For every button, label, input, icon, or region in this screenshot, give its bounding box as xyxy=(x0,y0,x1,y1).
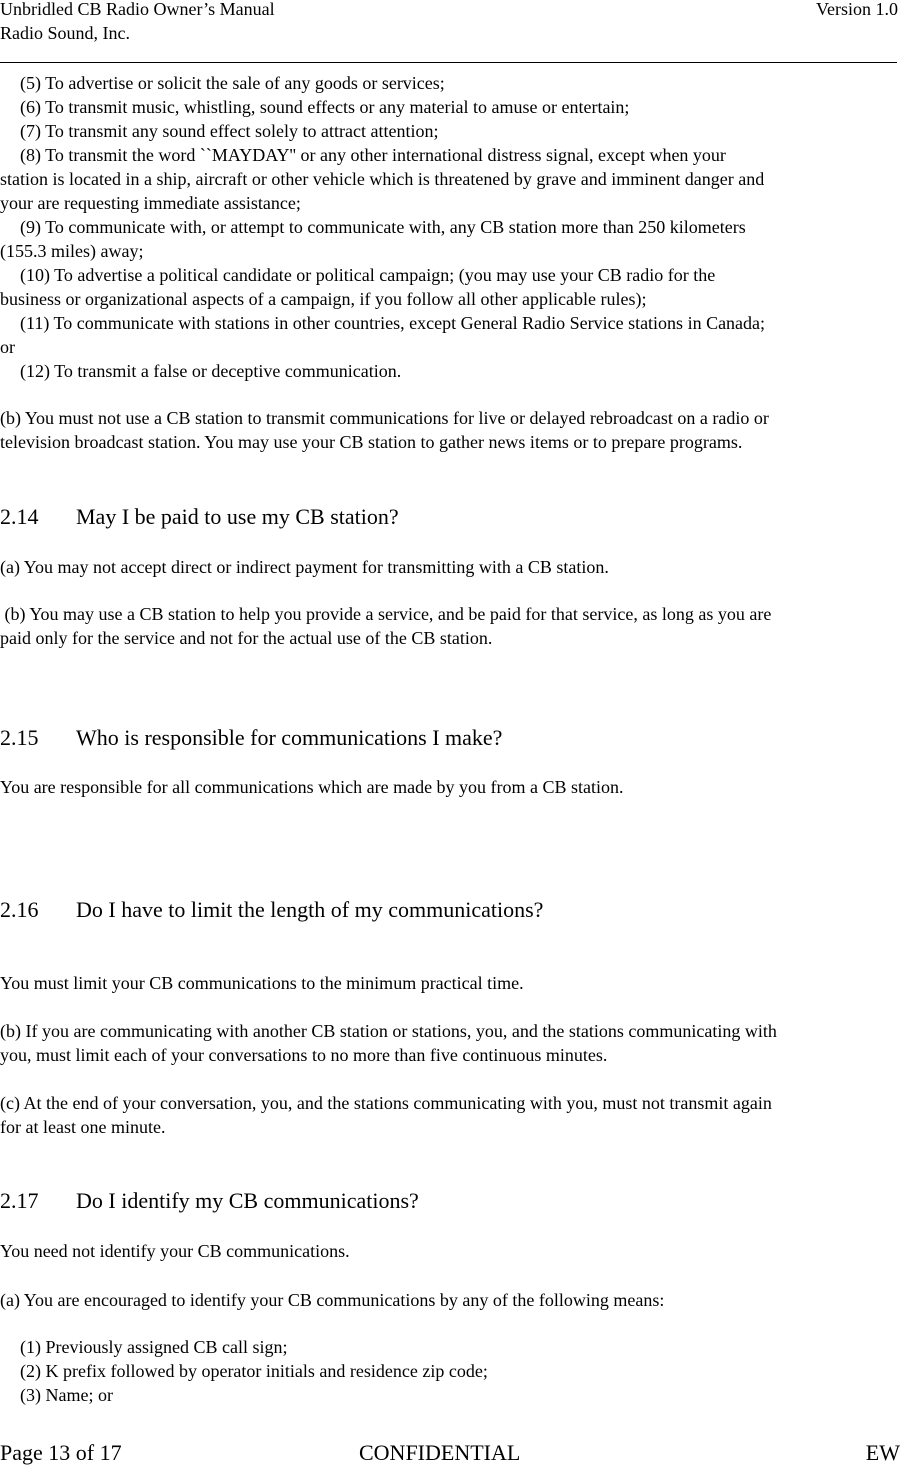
list-item: (2) K prefix followed by operator initials and residence zip code; xyxy=(20,1361,488,1381)
paragraph: You are responsible for all communications which are made by you from a CB station. xyxy=(0,777,624,797)
author-initials: EW xyxy=(865,1440,900,1465)
list-item: (9) To communicate with, or attempt to communicate with, any CB station more than 250 kilometers xyxy=(20,217,746,237)
header-divider xyxy=(0,62,897,63)
list-item: (6) To transmit music, whistling, sound effects or any material to amuse or entertain; xyxy=(20,97,630,117)
paragraph-line: you, must limit each of your conversations to no more than five continuous minutes. xyxy=(0,1045,608,1065)
section-number: 2.14 xyxy=(0,504,39,529)
list-item-continuation: business or organizational aspects of a campaign, if you follow all other applicable rules); xyxy=(0,289,647,309)
confidential-label: CONFIDENTIAL xyxy=(359,1440,521,1465)
paragraph: (a) You are encouraged to identify your CB communications by any of the following means: xyxy=(0,1290,665,1310)
section-heading-2-15 xyxy=(0,724,502,752)
list-item: (3) Name; or xyxy=(20,1385,113,1405)
list-item-continuation: your are requesting immediate assistance; xyxy=(0,193,301,213)
section-heading-2-16 xyxy=(0,896,543,924)
list-item: (7) To transmit any sound effect solely to attract attention; xyxy=(20,121,439,141)
paragraph: You need not identify your CB communications. xyxy=(0,1241,350,1261)
list-item-continuation: station is located in a ship, aircraft or other vehicle which is threatened by grave and imminent danger and xyxy=(0,169,765,189)
broadcast-paragraph-line: (b) You must not use a CB station to transmit communications for live or delayed rebroadcast on a radio or xyxy=(0,408,769,428)
paragraph-line: (c) At the end of your conversation, you, and the stations communicating with you, must not transmit again xyxy=(0,1093,772,1113)
list-item: (10) To advertise a political candidate or political campaign; (you may use your CB radio for the xyxy=(20,265,716,285)
paragraph-line: (b) You may use a CB station to help you provide a service, and be paid for that service, as long as you are xyxy=(0,604,772,624)
list-item: (1) Previously assigned CB call sign; xyxy=(20,1337,288,1357)
section-title: Do I identify my CB communications? xyxy=(76,1188,419,1213)
paragraph: You must limit your CB communications to the minimum practical time. xyxy=(0,973,524,993)
section-number: 2.17 xyxy=(0,1188,39,1213)
list-item: (12) To transmit a false or deceptive communication. xyxy=(20,361,402,381)
paragraph-line: paid only for the service and not for the actual use of the CB station. xyxy=(0,628,493,648)
list-item: (11) To communicate with stations in other countries, except General Radio Service stations in Canada; xyxy=(20,313,766,333)
list-item: (5) To advertise or solicit the sale of any goods or services; xyxy=(20,73,445,93)
section-heading-2-17 xyxy=(0,1187,419,1215)
section-number: 2.16 xyxy=(0,897,39,922)
section-title: Do I have to limit the length of my communications? xyxy=(76,897,544,922)
section-title: May I be paid to use my CB station? xyxy=(76,504,399,529)
broadcast-paragraph-line: television broadcast station. You may use your CB station to gather news items or to prepare programs. xyxy=(0,432,743,452)
list-item-continuation: (155.3 miles) away; xyxy=(0,241,144,261)
manual-title: Unbridled CB Radio Owner’s Manual xyxy=(0,0,275,19)
section-number: 2.15 xyxy=(0,725,39,750)
paragraph-line: (b) If you are communicating with another CB station or stations, you, and the stations communicating with xyxy=(0,1021,777,1041)
section-title: Who is responsible for communications I make? xyxy=(76,725,503,750)
list-item-continuation: or xyxy=(0,337,15,357)
paragraph-line: for at least one minute. xyxy=(0,1117,166,1137)
company-name: Radio Sound, Inc. xyxy=(0,23,130,43)
version-label: Version 1.0 xyxy=(816,0,898,19)
page-number: Page 13 of 17 xyxy=(0,1440,122,1465)
paragraph: (a) You may not accept direct or indirect payment for transmitting with a CB station. xyxy=(0,557,609,577)
section-heading-2-14 xyxy=(0,503,399,531)
list-item: (8) To transmit the word ``MAYDAY'' or any other international distress signal, except when your xyxy=(20,145,726,165)
